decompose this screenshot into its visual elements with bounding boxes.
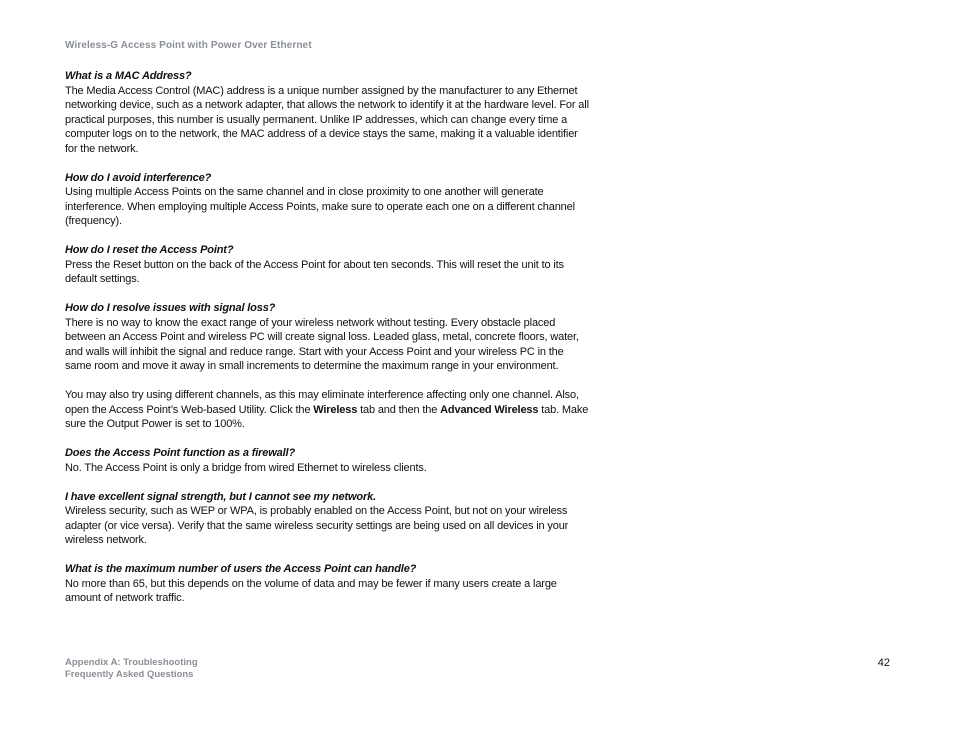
footer [65,657,198,681]
faq-question: How do I avoid interference? [65,171,212,184]
faq-item [65,301,589,432]
answer-emphasis: Advanced Wireless [440,403,539,416]
answer-text: tab. Make sure the Output Power is set to 100%. [65,403,589,430]
faq-item [65,69,589,156]
faq-item [65,446,589,475]
faq-answer-paragraph [65,577,589,606]
faq-question: I have excellent signal strength, but I cannot see my network. [65,490,377,503]
answer-text: Wireless security, such as WEP or WPA, is probably enabled on the Access Point, but not on your wireless adapter (or vice versa). Verify that the same wireless security settings are being used on all devices in your wireless network. [65,505,569,546]
faq-answer-paragraph [65,258,589,287]
answer-text: You may also try using different channels, as this may eliminate interference affecting only one channel. Also, open the Access Point’s Web-based Utility. Click the [65,389,579,416]
faq-item [65,562,589,606]
answer-text: There is no way to know the exact range of your wireless network without testing. Every obstacle placed between an Access Point and wireless PC will create signal loss. Leaded glass, metal, concrete floors, water, and walls will inhibit the signal and reduce range. Start with your Access Point and your wireless PC in the same room and move it away in small increments to determine the maximum range in your environment. [65,316,579,372]
faq-question: How do I resolve issues with signal loss? [65,302,276,314]
faq-question: Does the Access Point function as a firewall? [65,447,296,459]
answer-text: Using multiple Access Points on the same channel and in close proximity to one another will generate interference. When employing multiple Access Points, make sure to operate each one on a different channel (frequency). [65,186,575,227]
faq-item [65,490,589,548]
answer-text: No. The Access Point is only a bridge from wired Ethernet to wireless clients. [65,461,427,474]
faq-question: How do I reset the Access Point? [65,244,234,256]
answer-text: tab and then the [357,403,441,416]
running-header: Wireless-G Access Point with Power Over Ethernet [65,40,312,51]
faq-answer-paragraph [65,504,589,548]
faq-item [65,171,589,229]
faq-answer-paragraph [65,84,589,157]
faq-answer-paragraph [65,388,589,432]
answer-emphasis: Wireless [313,403,358,416]
answer-text: The Media Access Control (MAC) address is a unique number assigned by the manufacturer to any Ethernet networking device, such as a network adapter, that allows the network to identify it at the hardware level. For all practical purposes, this number is usually permanent. Unlike IP addresses, which can change every time a computer logs on to the network, the MAC address of a device stays the same, making it a valuable identifier for the network. [65,84,589,155]
footer-section-title: Appendix A: Troubleshooting [65,657,198,668]
answer-text: Press the Reset button on the back of the Access Point for about ten seconds. This will reset the unit to its default settings. [65,258,564,285]
faq-question: What is a MAC Address? [65,70,192,82]
page-number: 42 [877,657,890,669]
faq-answer-paragraph [65,461,589,476]
faq-answer-paragraph [65,185,589,229]
footer-subsection-title: Frequently Asked Questions [65,669,194,680]
faq-answer-paragraph [65,316,589,374]
faq-question: What is the maximum number of users the Access Point can handle? [65,563,417,575]
faq-content [65,69,589,620]
faq-item [65,243,589,287]
answer-text: No more than 65, but this depends on the volume of data and may be fewer if many users create a large amount of network traffic. [65,577,557,604]
